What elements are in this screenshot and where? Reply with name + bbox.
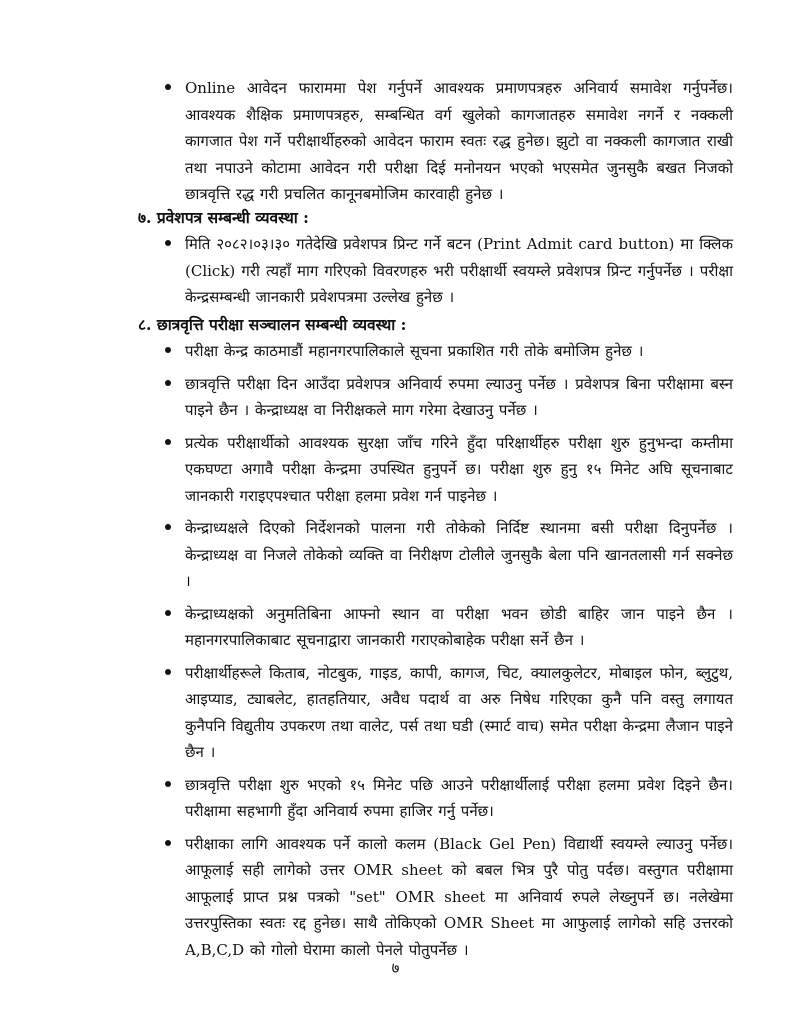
exam-conduct-bullet-list [163, 338, 733, 963]
bullet-text: परीक्षा केन्द्र काठमाडौं महानगरपालिकाले सूचना प्रकाशित गरी तोके बमोजिम हुनेछ । [185, 342, 644, 360]
bullet-text: छात्रवृत्ति परीक्षा दिन आउँदा प्रवेशपत्र अनिवार्य रुपमा ल्याउनु पर्नेछ । प्रवेशपत्र बिना परीक्षामा बस्न पाइने छैन । केन्द्राध्यक्ष वा निरीक्षकले माग गरेमा देखाउनु पर्नेछ । [185, 374, 733, 419]
list-item [163, 831, 733, 964]
bullet-text: छात्रवृत्ति परीक्षा शुरु भएको १५ मिनेट पछि आउने परीक्षार्थीलाई परीक्षा हलमा प्रवेश दिइने छैन। परीक्षामा सहभागी हुँदा अनिवार्य रुपमा हाजिर गर्नु पर्नेछ। [185, 775, 733, 820]
page-number: ७ [391, 959, 400, 977]
list-item [163, 660, 733, 766]
bullet-text: परीक्षाका लागि आवश्यक पर्ने कालो कलम (Black Gel Pen) विद्यार्थी स्वयम्ले ल्याउनु पर्नेछ। आफूलाई सही लागेको उत्तर OMR sheet को बबल भित्र पुरै पोतु पर्दछ। वस्तुगत परीक्षामा आफूलाई प्राप्त प्रश्न पत्रको "set" OMR sheet मा अनिवार्य रुपले लेख्नुपर्ने छ। नलेखेमा उत्तरपुस्तिका स्वतः रद्द हुनेछ। साथै तोकिएको OMR Sheet मा आफुलाई लागेको सहि उत्तरको A,B,C,D को गोलो घेरामा कालो पेनले पोतुपर्नेछ । [185, 834, 733, 959]
list-item [163, 772, 733, 825]
intro-bullet-list [163, 75, 733, 208]
list-item [163, 338, 733, 365]
bullet-text: केन्द्राध्यक्षको अनुमतिबिना आफ्नो स्थान वा परीक्षा भवन छोडी बाहिर जान पाइने छैन । महानगरपालिकाबाट सूचनाद्वारा जानकारी गराएकोबाहेक परीक्षा सर्ने छैन । [185, 604, 733, 649]
section-heading-exam-conduct: ८. छात्रवृत्ति परीक्षा सञ्चालन सम्बन्धी व्यवस्था : [138, 315, 407, 334]
list-item [163, 75, 733, 208]
list-item [163, 231, 733, 311]
list-item [163, 515, 733, 595]
list-item [163, 371, 733, 424]
admit-card-bullet-list [163, 231, 733, 311]
list-item [163, 430, 733, 510]
bullet-text: केन्द्राध्यक्षले दिएको निर्देशनको पालना गरी तोकेको निर्दिष्ट स्थानमा बसी परीक्षा दिनुपर्नेछ । केन्द्राध्यक्ष वा निजले तोकेको व्यक्ति वा निरीक्षण टोलीले जुनसुकै बेला पनि खानतलासी गर्न सक्नेछ । [185, 519, 733, 590]
section-heading-admit-card: ७. प्रवेशपत्र सम्बन्धी व्यवस्था : [138, 208, 309, 227]
bullet-text: Online आवेदन फाराममा पेश गर्नुपर्ने आवश्यक प्रमाणपत्रहरु अनिवार्य समावेश गर्नुपर्नेछ। आवश्यक शैक्षिक प्रमाणपत्रहरु, सम्बन्धित वर्ग खुलेको कागजातहरु समावेश नगर्ने र नक्कली कागजात पेश गर्ने परीक्षार्थीहरुको आवेदन फाराम स्वतः रद्ध हुनेछ। झुटो वा नक्कली कागजात राखी तथा नपाउने कोटामा आवेदन गरी परीक्षा दिई मनोनयन भएको भएसमेत जुनसुकै बखत निजको छात्रवृत्ति रद्ध गरी प्रचलित कानूनबमोजिम कारवाही हुनेछ । [185, 79, 733, 203]
bullet-text: परीक्षार्थीहरूले किताब, नोटबुक, गाइड, कापी, कागज, चिट, क्यालकुलेटर, मोबाइल फोन, ब्लुटुथ, आइप्याड, ट्याबलेट, हातहतियार, अवैध पदार्थ वा अरु निषेध गरिएका कुनै पनि वस्तु लगायत कुनैपनि विद्युतीय उपकरण तथा वालेट, पर्स तथा घडी (स्मार्ट वाच) समेत परीक्षा केन्द्रमा लैजान पाइने छैन । [185, 663, 733, 761]
bullet-text: मिति २०८२।०३।३० गतेदेखि प्रवेशपत्र प्रिन्ट गर्ने बटन (Print Admit card button) मा क्लिक (Click) गरी त्यहाँ माग गरिएको विवरणहरु भरी परीक्षार्थी स्वयम्ले प्रवेशपत्र प्रिन्ट गर्नुपर्नेछ । परीक्षा केन्द्रसम्बन्धी जानकारी प्रवेशपत्रमा उल्लेख हुनेछ । [185, 235, 733, 306]
bullet-text: प्रत्येक परीक्षार्थीको आवश्यक सुरक्षा जाँच गरिने हुँदा परिक्षार्थीहरु परीक्षा शुरु हुनुभन्दा कम्तीमा एकघण्टा अगावै परीक्षा केन्द्रमा उपस्थित हुनुपर्ने छ। परीक्षा शुरु हुनु १५ मिनेट अघि सूचनाबाट जानकारी गराइएपश्चात परीक्षा हलमा प्रवेश गर्न पाइनेछ । [185, 433, 733, 505]
list-item [163, 601, 733, 654]
